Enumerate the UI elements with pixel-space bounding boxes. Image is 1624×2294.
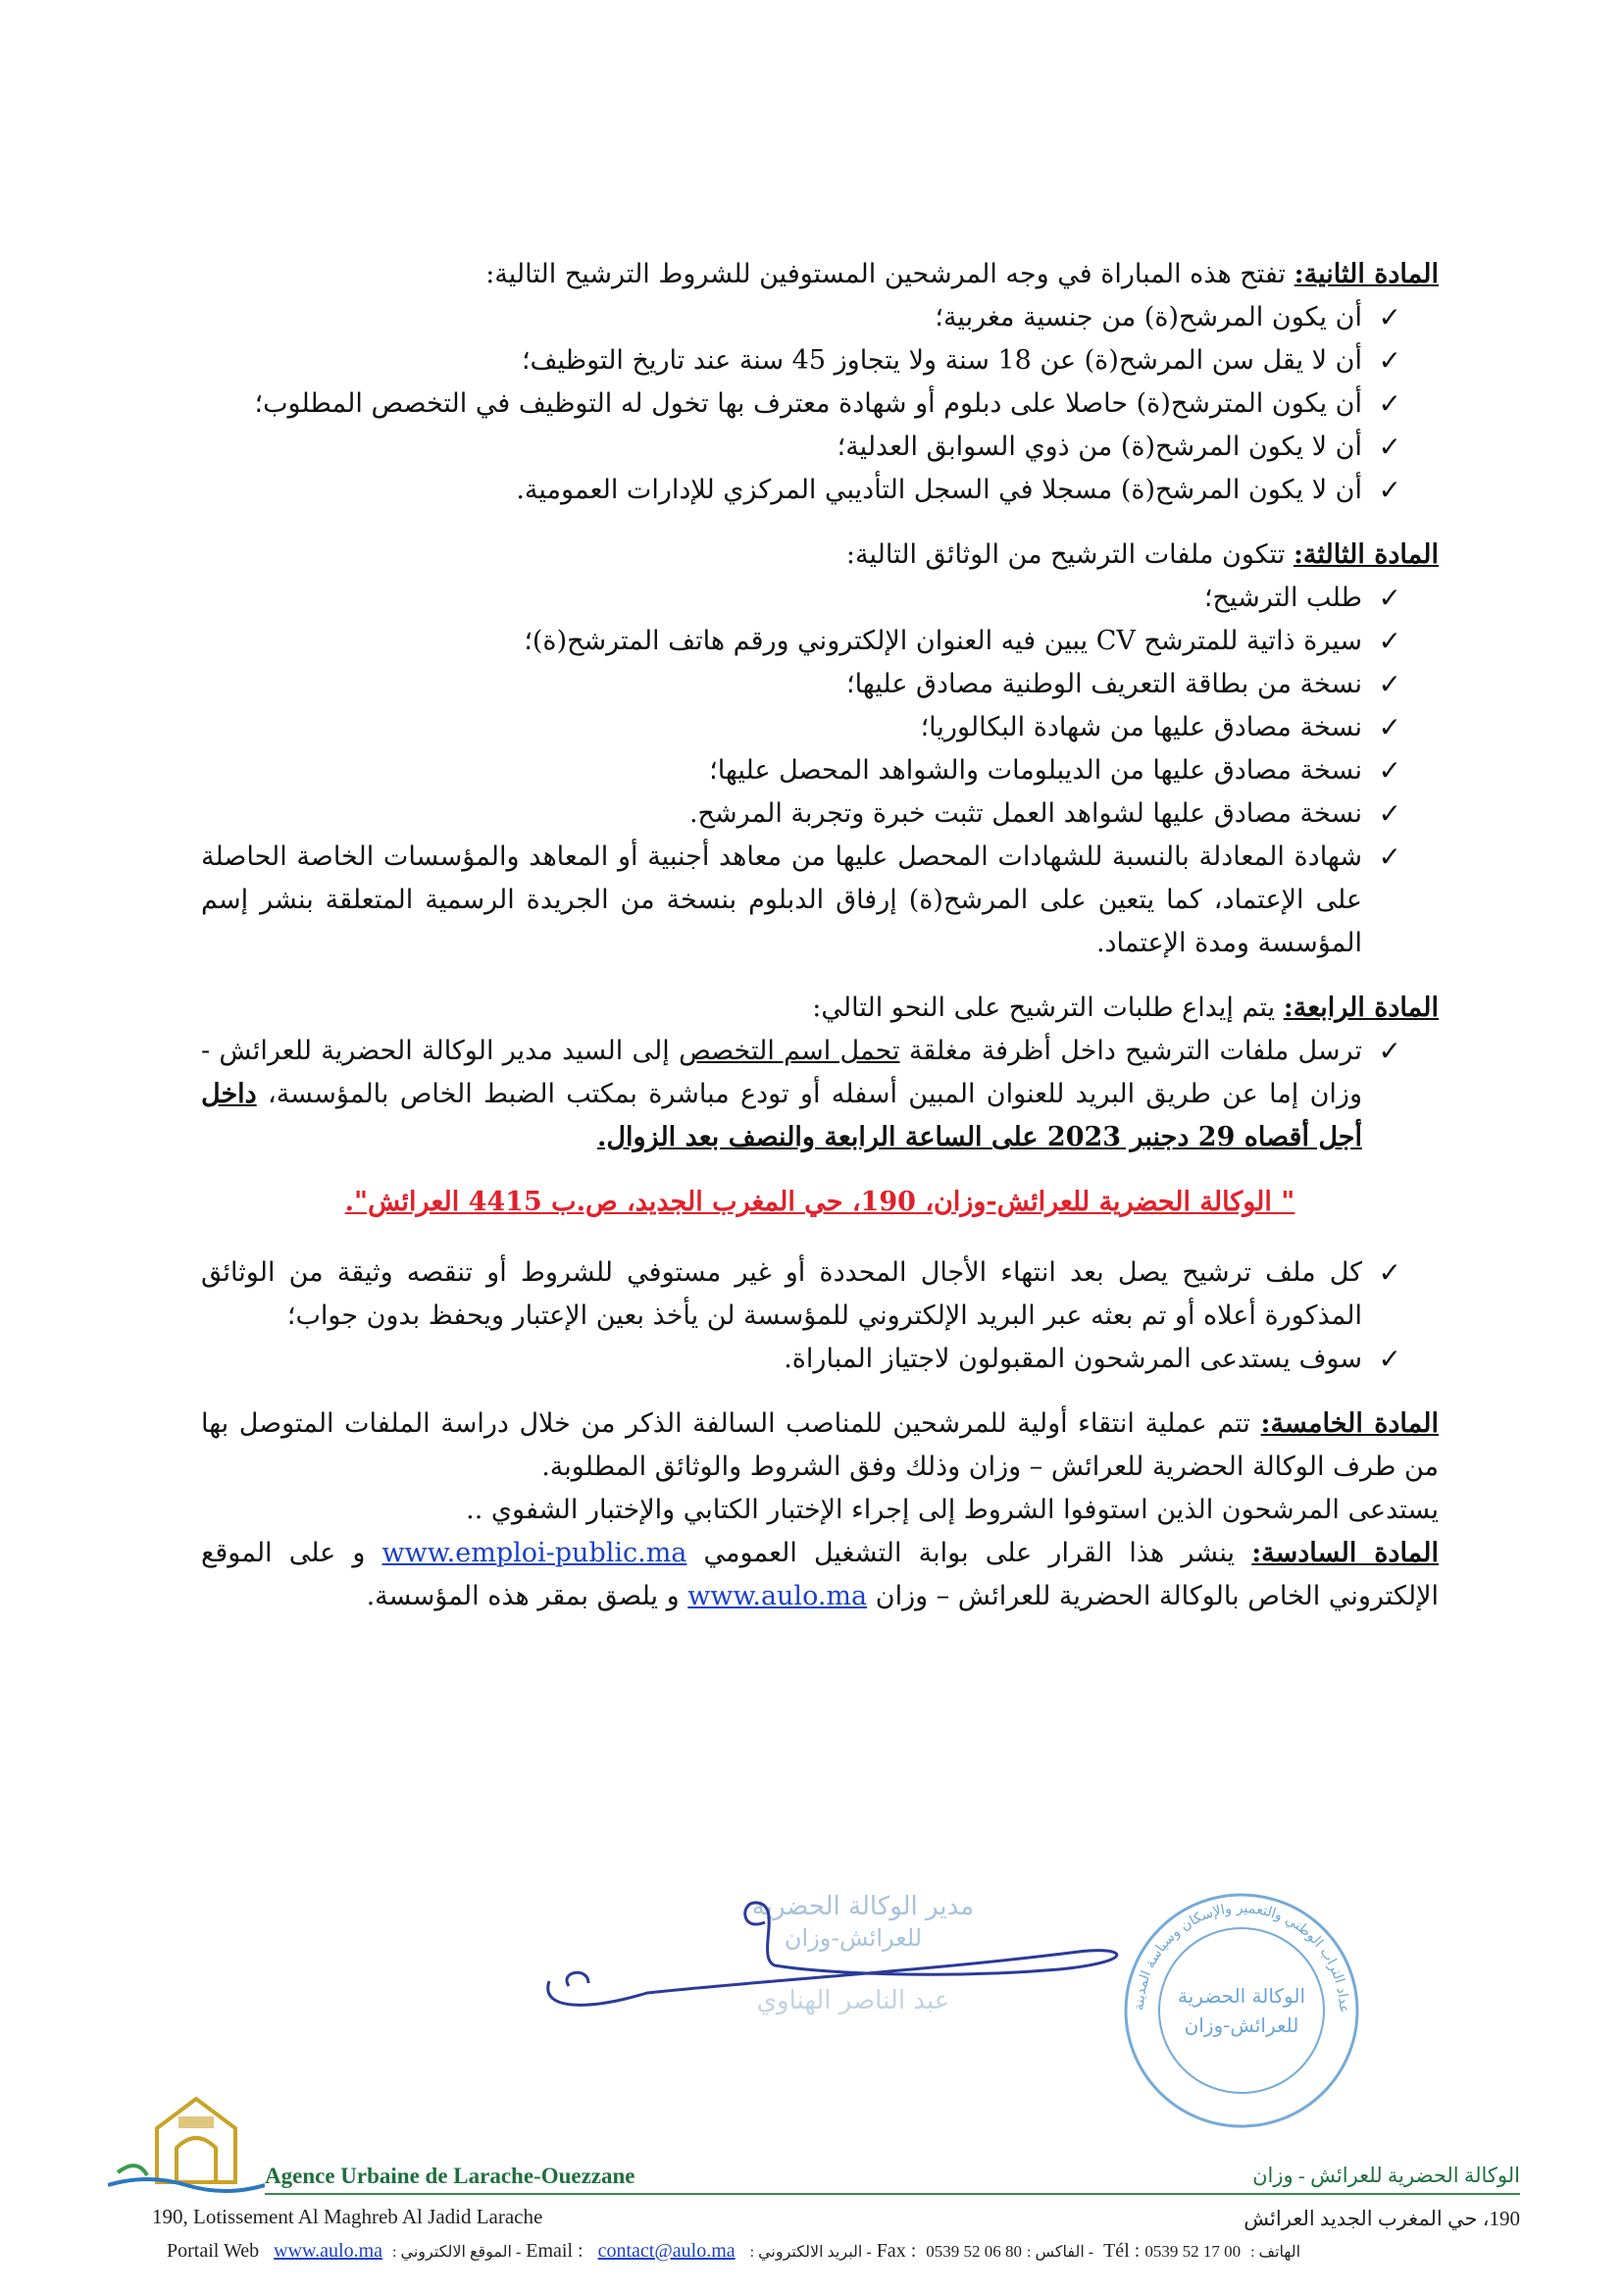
list-item bbox=[201, 469, 1401, 512]
checkmark-icon: ✓ bbox=[1378, 711, 1401, 743]
list-item bbox=[201, 749, 1401, 792]
agency-name-fr: Agence Urbaine de Larache-Ouezzane bbox=[265, 2164, 635, 2188]
list-item bbox=[201, 339, 1401, 382]
underlined-specialty-text: تحمل اسم التخصص bbox=[679, 1036, 900, 1066]
article-6-text: و يلصق بمقر هذه المؤسسة. bbox=[366, 1581, 680, 1611]
tel-label-ar: : الهاتف bbox=[1250, 2244, 1301, 2261]
article-6-text: و على الموقع الإلكتروني الخاص بالوكالة الحضرية للعرائش – وزان bbox=[201, 1538, 1439, 1611]
list-item-text: نسخة من بطاقة التعريف الوطنية مصادق عليها؛ bbox=[845, 669, 1362, 699]
article-6-text: ينشر هذا القرار على بوابة التشغيل العمومي bbox=[703, 1538, 1236, 1568]
list-item bbox=[201, 620, 1401, 663]
article-3-heading: المادة الثالثة: bbox=[1293, 539, 1439, 570]
fax-label: Fax : bbox=[876, 2240, 917, 2262]
article-5-heading: المادة الخامسة: bbox=[1260, 1408, 1439, 1439]
signature-flourish bbox=[567, 1972, 588, 1986]
list-item bbox=[201, 426, 1401, 469]
agency-logo-icon bbox=[108, 2089, 265, 2197]
checkmark-icon: ✓ bbox=[1378, 754, 1401, 787]
article-5 bbox=[201, 1402, 1439, 1489]
list-item-text: كل ملف ترشيح يصل بعد انتهاء الأجال المحددة أو غير مستوفي للشروط أو تنقصه وثيقة من الوثائق المذكورة أعلاه أو تم بعثه عبر البريد الإلكتروني للمؤسسة لن يأخذ بعين الإعتبار ويحفظ بدون جواب؛ bbox=[201, 1257, 1362, 1331]
signature-title-2: للعرائش-وزان bbox=[784, 1924, 923, 1952]
stamp-inner-text-2: للعرائش-وزان bbox=[1184, 2014, 1299, 2037]
checkmark-icon: ✓ bbox=[1378, 625, 1401, 657]
list-item-text: أن يكون المرشح(ة) من جنسية مغربية؛ bbox=[935, 302, 1362, 332]
article-4-list bbox=[201, 1030, 1439, 1159]
checkmark-icon: ✓ bbox=[1378, 1256, 1401, 1289]
deadline-text: داخل أجل أقصاه 29 دجنبر 2023 على الساعة الرابعة والنصف بعد الزوال. bbox=[201, 1079, 1362, 1152]
list-item-text: طلب الترشيح؛ bbox=[1203, 583, 1362, 613]
article-4-list-2 bbox=[201, 1251, 1439, 1381]
article-4 bbox=[201, 987, 1439, 1030]
portal-link[interactable]: www.aulo.ma bbox=[274, 2240, 383, 2262]
tel-number: 0539 52 17 00 bbox=[1144, 2242, 1242, 2261]
checkmark-icon: ✓ bbox=[1378, 344, 1401, 377]
page-footer bbox=[108, 2089, 1540, 2285]
email-link[interactable]: contact@aulo.ma bbox=[597, 2240, 736, 2262]
checkmark-icon: ✓ bbox=[1378, 797, 1401, 830]
email-label: Email : bbox=[526, 2240, 584, 2262]
aulo-website-link[interactable]: www.aulo.ma bbox=[687, 1581, 868, 1611]
signature-title-1: مدير الوكالة الحضرية bbox=[751, 1892, 975, 1921]
checkmark-icon: ✓ bbox=[1378, 431, 1401, 463]
article-2-intro: تفتح هذه المباراة في وجه المرشحين المستوفين للشروط الترشيح التالية: bbox=[485, 259, 1287, 289]
list-item-text: ترسل ملفات الترشيح داخل أظرفة مغلقة bbox=[908, 1036, 1362, 1066]
list-item bbox=[201, 792, 1401, 836]
article-5-text-2: يستدعى المرشحون الذين استوفوا الشروط إلى إجراء الإختبار الكتابي والإختبار الشفوي .. bbox=[466, 1495, 1439, 1525]
article-6-heading: المادة السادسة: bbox=[1251, 1538, 1440, 1568]
checkmark-icon: ✓ bbox=[1378, 474, 1401, 506]
list-item-text: نسخة مصادق عليها لشواهد العمل تثبت خبرة وتجربة المرشح. bbox=[688, 798, 1362, 829]
article-5-text: تتم عملية انتقاء أولية للمرشحين للمناصب السالفة الذكر من خلال دراسة الملفات المتوصل بها من طرف الوكالة الحضرية للعرائش – وزان وذلك وفق الشروط والوثائق المطلوبة. bbox=[201, 1408, 1439, 1482]
document-body bbox=[201, 253, 1439, 1618]
list-item-text: أن لا يكون المرشح(ة) مسجلا في السجل التأديبي المركزي للإدارات العمومية. bbox=[516, 475, 1362, 505]
article-2-list bbox=[201, 296, 1439, 512]
fax-label-ar: : الفاكس - bbox=[1027, 2244, 1094, 2261]
article-3-list bbox=[201, 577, 1439, 965]
list-item-text: نسخة مصادق عليها من الديبلومات والشواهد المحصل عليها؛ bbox=[709, 755, 1362, 786]
fax-number: 0539 52 06 80 bbox=[926, 2242, 1022, 2261]
agency-name-ar: الوكالة الحضرية للعرائش - وزان bbox=[1252, 2164, 1520, 2187]
footer-divider bbox=[265, 2193, 1520, 2195]
list-item bbox=[201, 663, 1401, 706]
checkmark-icon: ✓ bbox=[1378, 668, 1401, 700]
article-3-intro: تتكون ملفات الترشيح من الوثائق التالية: bbox=[845, 539, 1286, 570]
address-ar: 190، حي المغرب الجديد العرائش bbox=[1243, 2207, 1520, 2230]
list-item bbox=[201, 1338, 1401, 1381]
list-item bbox=[201, 296, 1401, 339]
article-2 bbox=[201, 253, 1439, 296]
checkmark-icon: ✓ bbox=[1378, 387, 1401, 420]
list-item-text: سيرة ذاتية للمترشح CV يبين فيه العنوان الإلكتروني ورقم هاتف المترشح(ة)؛ bbox=[524, 626, 1362, 656]
stamp-outer-text: عداد التراب الوطني والتعمير والإسكان وسياسة المدينة bbox=[1131, 1900, 1352, 2014]
checkmark-icon: ✓ bbox=[1378, 1343, 1401, 1375]
list-item bbox=[201, 577, 1401, 620]
list-item bbox=[201, 1030, 1401, 1159]
article-3 bbox=[201, 534, 1439, 577]
article-6 bbox=[201, 1532, 1439, 1618]
portal-label: Portail Web bbox=[167, 2240, 260, 2262]
checkmark-icon: ✓ bbox=[1378, 1035, 1401, 1067]
emploi-public-link[interactable]: www.emploi-public.ma bbox=[381, 1538, 687, 1568]
address-fr: 190, Lotissement Al Maghreb Al Jadid Larache bbox=[152, 2205, 543, 2228]
stamp-inner-ring bbox=[1159, 1928, 1324, 2093]
list-item bbox=[201, 382, 1401, 426]
checkmark-icon: ✓ bbox=[1378, 582, 1401, 614]
list-item-text: سوف يستدعى المرشحون المقبولون لاجتياز المباراة. bbox=[784, 1344, 1362, 1374]
list-item-text: شهادة المعادلة بالنسبة للشهادات المحصل عليها من معاهد أجنبية أو المعاهد والمؤسسات الخاصة الحاصلة على الإعتماد، كما يتعين على المرشح(ة) إرفاق الدبلوم بنسخة من الجريدة الرسمية المتعلقة بنشر إسم المؤسسة ومدة الإعتماد. bbox=[201, 841, 1362, 958]
tel-label: Tél : bbox=[1103, 2240, 1141, 2262]
stamp-inner-text-1: الوكالة الحضرية bbox=[1178, 1984, 1305, 2008]
article-2-heading: المادة الثانية: bbox=[1294, 259, 1439, 289]
site-label-ar: : الموقع الالكتروني - bbox=[392, 2244, 522, 2261]
email-label-ar: : البريد الالكتروني - bbox=[749, 2244, 872, 2261]
list-item-text: نسخة مصادق عليها من شهادة البكالوريا؛ bbox=[920, 712, 1362, 742]
checkmark-icon: ✓ bbox=[1378, 301, 1401, 333]
checkmark-icon: ✓ bbox=[1378, 841, 1401, 873]
article-4-heading: المادة الرابعة: bbox=[1283, 993, 1439, 1023]
list-item-text: أن يكون المترشح(ة) حاصلا على دبلوم أو شهادة معترف بها تخول له التوظيف في التخصص المطلوب؛ bbox=[254, 388, 1362, 419]
submission-address: " الوكالة الحضرية للعرائش-وزان، 190، حي المغرب الجديد، ص.ب 4415 العرائش". bbox=[344, 1187, 1295, 1217]
list-item bbox=[201, 706, 1401, 749]
list-item-text: أن لا يقل سن المرشح(ة) عن 18 سنة ولا يتجاوز 45 سنة عند تاريخ التوظيف؛ bbox=[521, 345, 1362, 376]
list-item bbox=[201, 836, 1401, 965]
list-item-text: إلى السيد مدير الوكالة الحضرية للعرائش - وزان إما عن طريق البريد للعنوان المبين أسفله أو تودع مباشرة بمكتب الضبط الخاص بالمؤسسة، bbox=[201, 1036, 1362, 1109]
list-item bbox=[201, 1251, 1401, 1338]
signature-name: عبد الناصر الهناوي bbox=[756, 1986, 950, 2015]
contact-line bbox=[167, 2240, 1300, 2263]
list-item-text: أن لا يكون المرشح(ة) من ذوي السوابق العدلية؛ bbox=[837, 432, 1362, 462]
article-4-intro: يتم إيداع طلبات الترشيح على النحو التالي: bbox=[812, 993, 1276, 1023]
